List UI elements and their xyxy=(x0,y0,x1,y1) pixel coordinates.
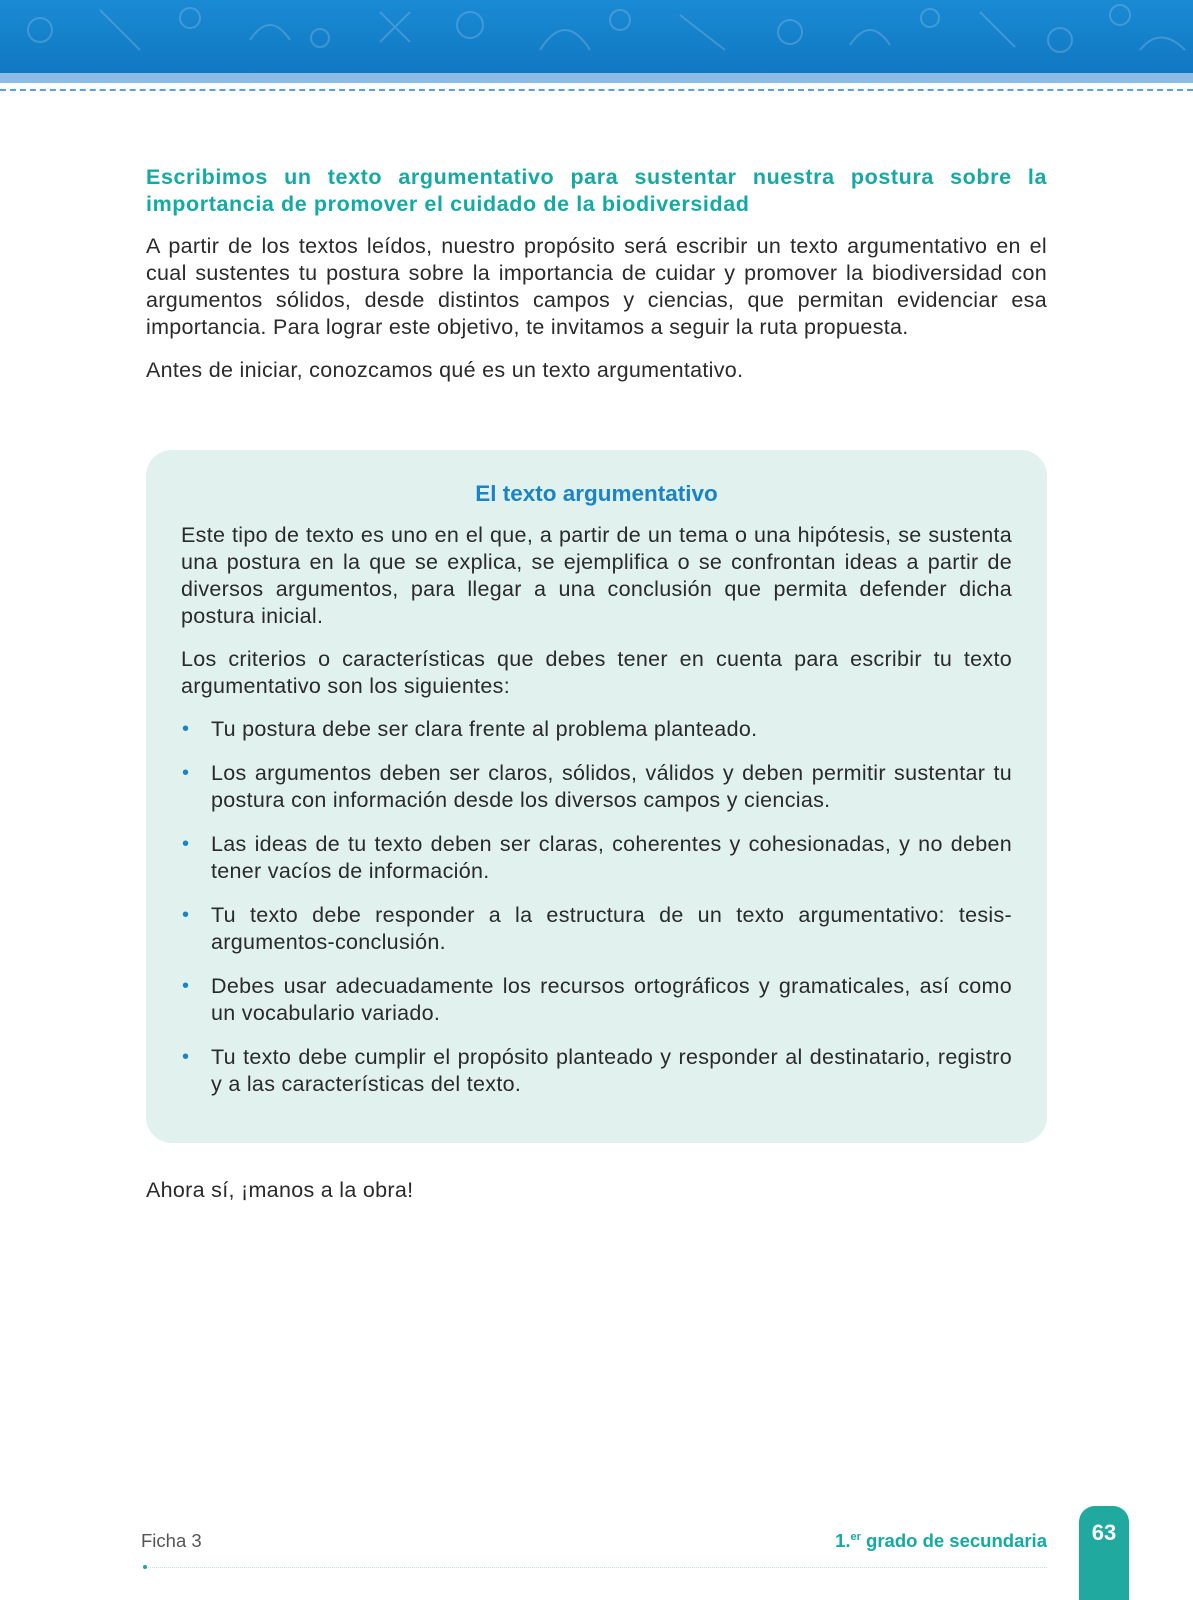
header-stripe xyxy=(0,73,1193,83)
info-box-title: El texto argumentativo xyxy=(475,481,718,506)
bullet-icon: • xyxy=(182,833,190,855)
page-number: 63 xyxy=(1091,1520,1117,1545)
list-item: • Los argumentos deben ser claros, sólidos, válidos y deben permitir sustentar tu postura con información desde los diversos campos y ciencias. xyxy=(182,761,1012,812)
list-item: • Tu texto debe responder a la estructura de un texto argumentativo: tesis-argumentos-conclusión. xyxy=(182,903,1012,954)
criteria-list xyxy=(181,716,1012,1098)
bullet-icon: • xyxy=(182,904,190,926)
footer-dot-icon xyxy=(143,1565,147,1569)
footer-divider xyxy=(146,1567,1047,1568)
list-item: • Tu texto debe cumplir el propósito planteado y responder al destinatario, registro y a las características del texto. xyxy=(182,1045,1012,1096)
bullet-icon: • xyxy=(182,762,190,784)
section-title: Escribimos un texto argumentativo para sustentar nuestra postura sobre la importancia de promover el cuidado de la biodiversidad xyxy=(146,165,1047,216)
header-banner xyxy=(0,0,1193,73)
list-item: • Debes usar adecuadamente los recursos ortográficos y gramaticales, así como un vocabulario variado. xyxy=(182,974,1012,1025)
footer-grade-label: 1.$^{er}$ grado de secundaria xyxy=(835,1530,1047,1551)
lead-in-paragraph: Antes de iniciar, conozcamos qué es un texto argumentativo. xyxy=(146,358,744,382)
info-box xyxy=(146,450,1047,1143)
page-number-tab xyxy=(1079,1506,1129,1600)
bullet-icon: • xyxy=(182,1046,190,1068)
footer-worksheet-label: Ficha 3 xyxy=(141,1530,202,1551)
definition-paragraph: Este tipo de texto es uno en el que, a partir de un tema o una hipótesis, se sustenta una postura en la que se explica, se ejemplifica o se confrontan ideas a partir de diversos argumentos, para llegar a una conclusión que permita defender dicha postura inicial. xyxy=(181,523,1012,628)
intro-paragraph: A partir de los textos leídos, nuestro propósito será escribir un texto argumentativo en el cual sustentes tu postura sobre la importancia de cuidar y promover la biodiversidad con argumentos sólidos, desde distintos campos y ciencias, que permitan evidenciar esa importancia. Para lograr este objetivo, te invitamos a seguir la ruta propuesta. xyxy=(146,234,1047,339)
list-item: • Las ideas de tu texto deben ser claras, coherentes y cohesionadas, y no deben tener vacíos de información. xyxy=(182,832,1012,883)
main-content xyxy=(146,164,1047,384)
list-item: • Tu postura debe ser clara frente al problema planteado. xyxy=(182,717,758,741)
bullet-icon: • xyxy=(182,975,190,997)
closing-line: Ahora sí, ¡manos a la obra! xyxy=(146,1178,414,1202)
doodle-pattern-icon xyxy=(0,0,1193,73)
bullet-icon: • xyxy=(182,718,190,740)
criteria-intro: Los criterios o características que debes tener en cuenta para escribir tu texto argumentativo son los siguientes: xyxy=(181,647,1012,698)
header-dashed-divider xyxy=(0,89,1193,91)
